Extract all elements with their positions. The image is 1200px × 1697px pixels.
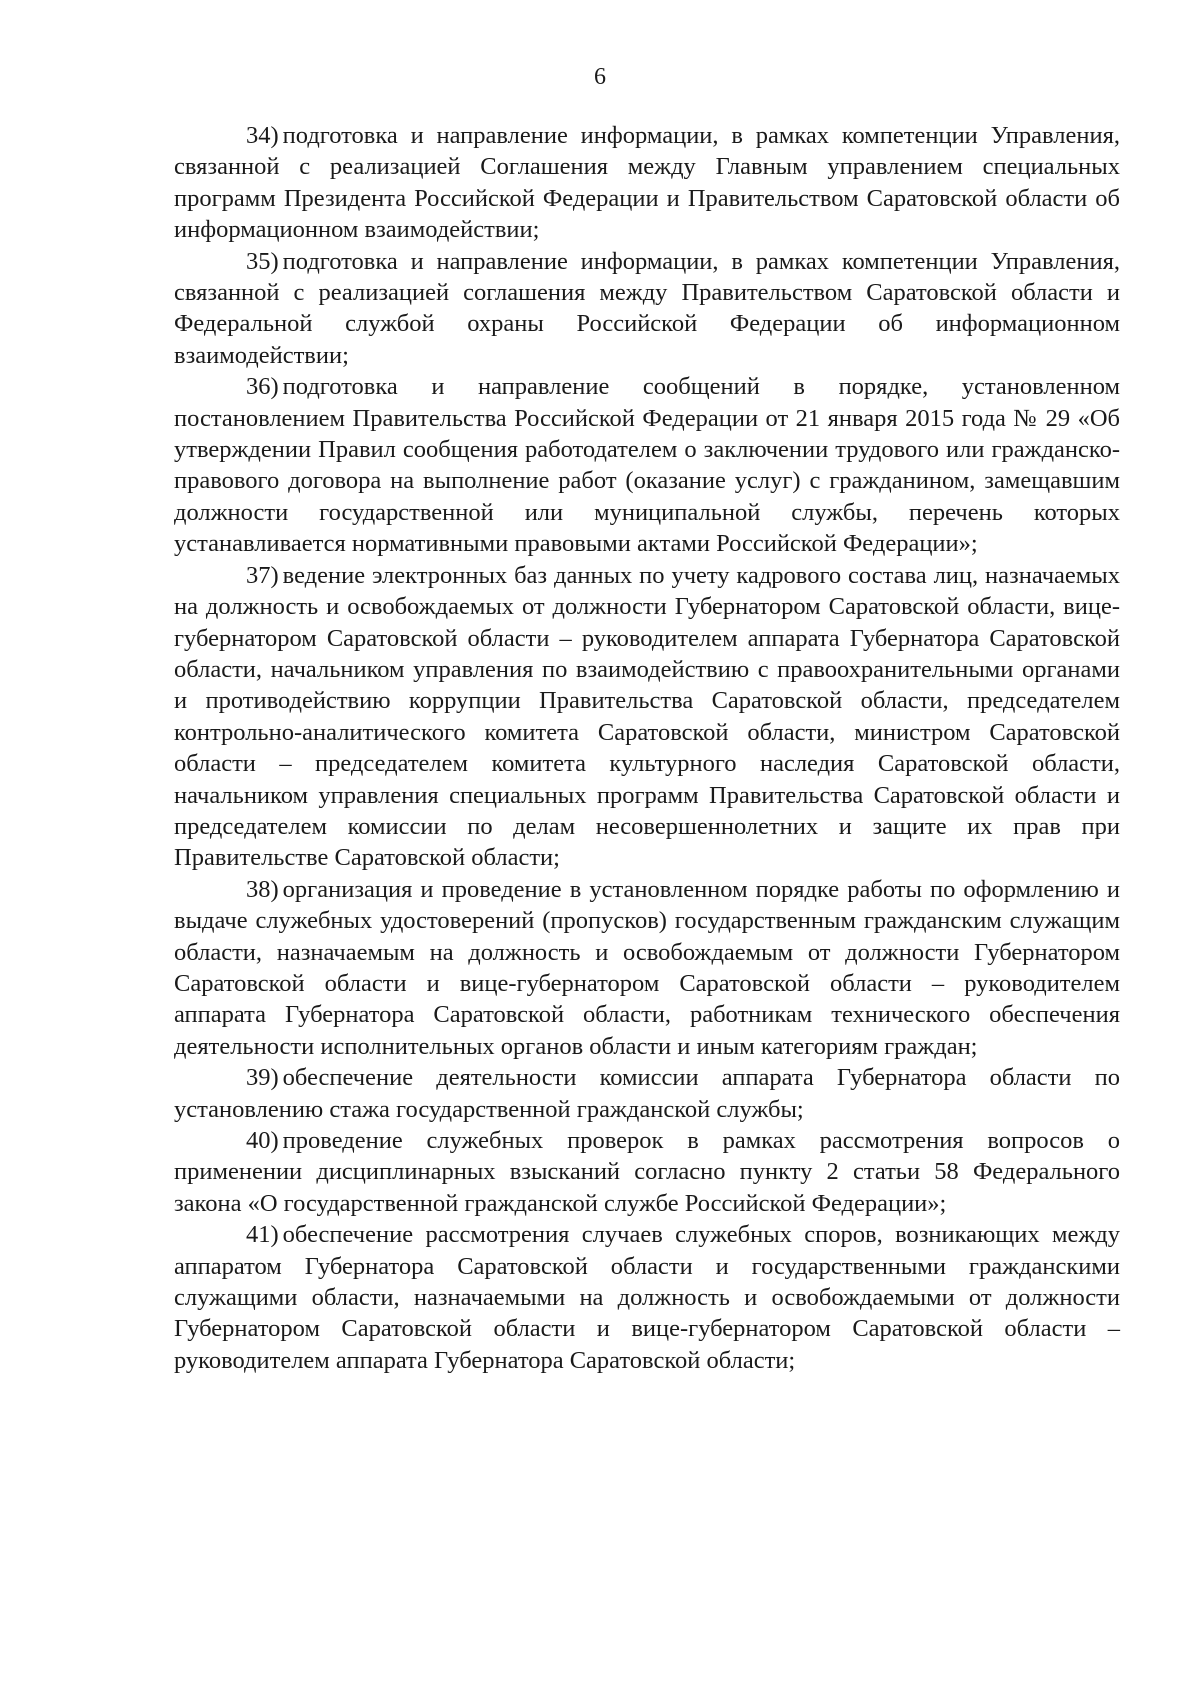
item-text: организация и проведение в установленном порядке работы по оформлению и выдаче служебных удостоверений (пропусков) государственным гражданским служащим области, назначаемым на должность и освобождаемым от должности Губернатором Саратовской области и вице-губернатором Саратовской области – руководителем аппарата Губернатора Саратовской области, работникам технического обеспечения деятельности исполнительных органов области и иным категориям граждан; xyxy=(174,875,1120,1060)
item-text: обеспечение рассмотрения случаев служебных споров, возникающих между аппаратом Губернатора Саратовской области и государственными гражданскими служащими области, назначаемыми на должность и освобождаемыми от должности Губернатором Саратовской области и вице-губернатором Саратовской области – руководителем аппарата Губернатора Саратовской области; xyxy=(174,1221,1120,1374)
item-number: 37) xyxy=(246,561,279,589)
item-number: 39) xyxy=(246,1064,279,1092)
item-text: подготовка и направление информации, в рамках компетенции Управления, связанной с реализацией Соглашения между Главным управлением специальных программ Президента Российской Федерации и Правительством Саратовской области об информационном взаимодействии; xyxy=(174,122,1120,244)
item-text: ведение электронных баз данных по учету кадрового состава лиц, назначаемых на должность и освобождаемых от должности Губернатором Саратовской области, вице-губернатором Саратовской области – руководителем аппарата Губернатора Саратовской области, начальником управления по взаимодействию с правоохранительными органами и противодействию коррупции Правительства Саратовской области, председателем контрольно-аналитического комитета Саратовской области, министром Саратовской области – председателем комитета культурного наследия Саратовской области, начальником управления специальных программ Правительства Саратовской области и председателем комиссии по делам несовершеннолетних и защите их прав при Правительстве Саратовской области; xyxy=(174,561,1120,872)
item-text: обеспечение деятельности комиссии аппарата Губернатора области по установлению стажа государственной гражданской службы; xyxy=(174,1064,1120,1123)
list-item-37 xyxy=(174,560,1120,874)
item-number: 40) xyxy=(246,1127,279,1154)
list-item-35 xyxy=(174,246,1120,372)
page-number: 6 xyxy=(594,64,606,90)
list-item-41 xyxy=(174,1219,1120,1376)
item-text: проведение служебных проверок в рамках рассмотрения вопросов о применении дисциплинарных взысканий согласно пункту 2 статьи 58 Федерального закона «О государственной гражданской службе Российской Федерации»; xyxy=(174,1127,1120,1217)
list-item-38 xyxy=(174,874,1120,1062)
item-number: 34) xyxy=(246,122,279,149)
list-item-39 xyxy=(174,1062,1120,1125)
item-text: подготовка и направление сообщений в порядке, установленном постановлением Правительства Российской Федерации от 21 января 2015 года № 29 «Об утверждении Правил сообщения работодателем о заключении трудового или гражданско-правового договора на выполнение работ (оказание услуг) с гражданином, замещавшим должности государственной или муниципальной службы, перечень которых устанавливается нормативными правовыми актами Российской Федерации»; xyxy=(174,373,1120,558)
list-item-40 xyxy=(174,1125,1120,1219)
item-number: 41) xyxy=(246,1221,279,1249)
list-item-36 xyxy=(174,371,1120,559)
item-number: 35) xyxy=(246,247,279,275)
item-number: 36) xyxy=(246,373,279,401)
document-body xyxy=(174,120,1120,1376)
item-number: 38) xyxy=(246,875,279,903)
list-item-34 xyxy=(174,120,1120,246)
item-text: подготовка и направление информации, в рамках компетенции Управления, связанной с реализацией соглашения между Правительством Саратовской области и Федеральной службой охраны Российской Федерации об информационном взаимодействии; xyxy=(174,247,1120,369)
